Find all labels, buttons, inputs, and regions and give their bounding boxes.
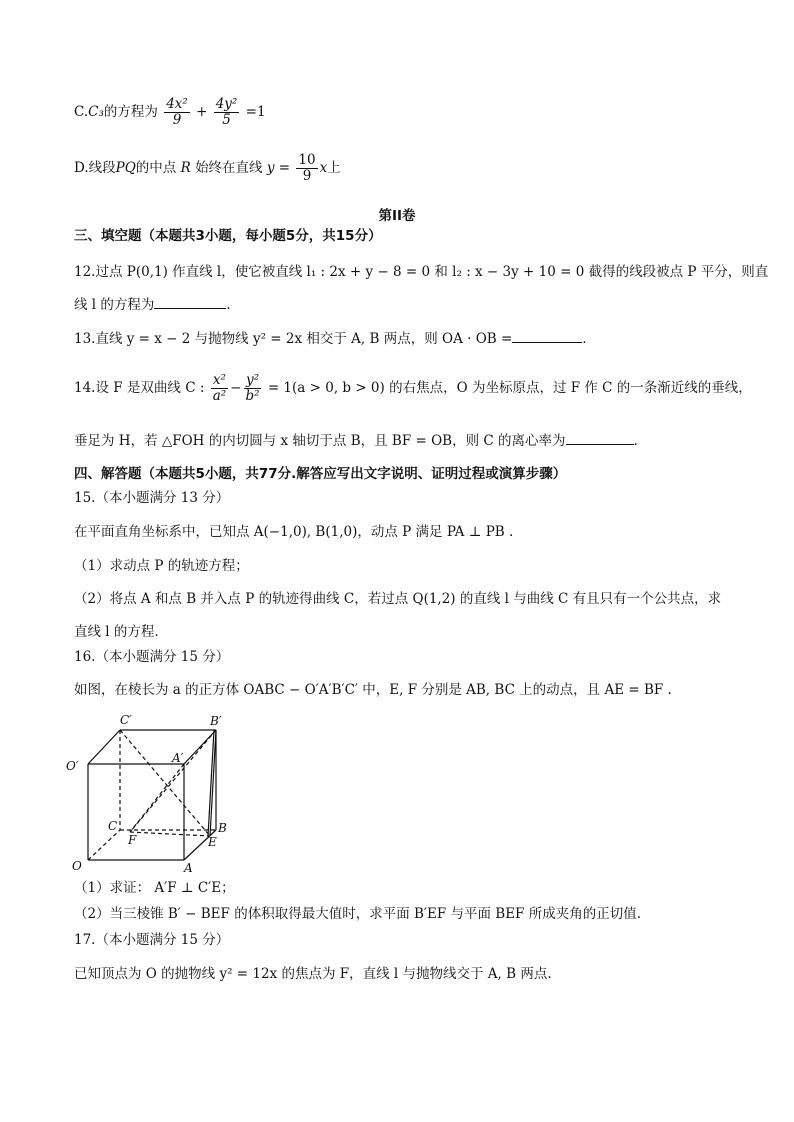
q14-line1: 14.设 F 是双曲线 C : $\frac{\text{x²}}{\text{a²}}$ − $\frac{\text{y²}}{\text{b²}}$ = 1(a > 0, b > 0) 的右焦点，O 为坐标原点，过 F 作 C 的一条渐近线的垂线，	[74, 372, 752, 404]
fraction-x2-a2: $\frac{\text{x²}}{\text{a²}}$	[212, 372, 227, 404]
q17-head: 17.（本小题满分 15 分）	[74, 932, 230, 948]
volume-title: 第II卷	[378, 208, 416, 224]
label-b: B	[218, 821, 227, 835]
q12-line1: 12.过点 P(0,1) 作直线 l，使它被直线 l₁ : 2x + y − 8 = 0 和 l₂ : x − 3y + 10 = 0 截得的线段被点 P 平分，则直	[74, 264, 769, 280]
q15-part2: （2）将点 A 和点 B 并入点 P 的轨迹得曲线 C，若过点 Q(1,2) 的直线 l 与曲线 C 有且只有一个公共点，求	[74, 591, 722, 607]
segment-b1f	[130, 730, 216, 832]
q15-head: 15.（本小题满分 13 分）	[74, 490, 230, 506]
q15-part2b: 直线 l 的方程.	[74, 624, 159, 640]
label-f: F	[128, 833, 137, 847]
q16-head: 16.（本小题满分 15 分）	[74, 649, 230, 665]
answer-blank	[566, 430, 634, 445]
q14-line2: 垂足为 H，若 △FOH 的内切圆与 x 轴切于点 B，且 BF = OB，则 C 的离心率为 .	[74, 430, 638, 451]
cube-figure	[64, 712, 244, 874]
segment-fe	[130, 832, 210, 836]
edge-a1b1	[184, 730, 216, 764]
fraction-10-9: $\frac{10}{9}$	[298, 152, 316, 184]
answer-blank	[154, 294, 226, 309]
option-d: D.线段PQ的中点 R 始终在直线 y = $\frac{10}{9}$ x上	[74, 152, 341, 184]
q16-line1: 如图，在棱长为 a 的正方体 OABC − O′A′B′C′ 中，E, F 分别是 AB, BC 上的动点，且 AE = BF .	[74, 682, 672, 698]
label-a: A	[184, 861, 193, 874]
label-a1: A′	[172, 751, 184, 765]
option-c: C.C₃的方程为 $\frac{\text{4x²}}{9}$ + $\frac{\text{4y²}}{5}$ =1	[74, 96, 266, 128]
fraction-y2-b2: $\frac{\text{y²}}{\text{b²}}$	[245, 372, 260, 404]
segment-c1e	[120, 730, 210, 836]
label-b1: B′	[210, 714, 222, 728]
label-c: C	[108, 819, 118, 833]
edge-o1c1	[88, 730, 120, 764]
q12-line2: 线 l 的方程为 .	[74, 294, 231, 315]
q15-part1: （1）求动点 P 的轨迹方程；	[74, 558, 249, 574]
q15-line1: 在平面直角坐标系中，已知点 A(−1,0), B(1,0)，动点 P 满足 PA ⊥ PB .	[74, 524, 514, 540]
section-4-heading: 四、解答题（本题共5小题，共77分.解答应写出文字说明、证明过程或演算步骤）	[74, 466, 567, 482]
label-c1: C′	[120, 713, 132, 727]
q17-line1: 已知顶点为 O 的抛物线 y² = 12x 的焦点为 F，直线 l 与抛物线交于 A, B 两点.	[74, 966, 552, 982]
edge-oc	[88, 830, 120, 860]
section-3-heading: 三、填空题（本题共3小题，每小题5分，共15分）	[74, 228, 382, 244]
answer-blank	[512, 328, 582, 343]
fraction-4x2-9: $\frac{\text{4x²}}{9}$	[166, 96, 188, 128]
q16-part2: （2）当三棱锥 B′ − BEF 的体积取得最大值时，求平面 B′EF 与平面 BEF 所成夹角的正切值.	[74, 906, 641, 922]
fraction-4y2-5: $\frac{\text{4y²}}{5}$	[215, 96, 238, 128]
label-o1: O′	[66, 759, 79, 773]
label-o: O	[72, 859, 82, 873]
q16-part1: （1）求证： A′F ⊥ C′E；	[74, 880, 235, 896]
label-e: E	[208, 835, 217, 849]
q13: 13.直线 y = x − 2 与抛物线 y² = 2x 相交于 A, B 两点，则 OA · OB = .	[74, 328, 587, 349]
